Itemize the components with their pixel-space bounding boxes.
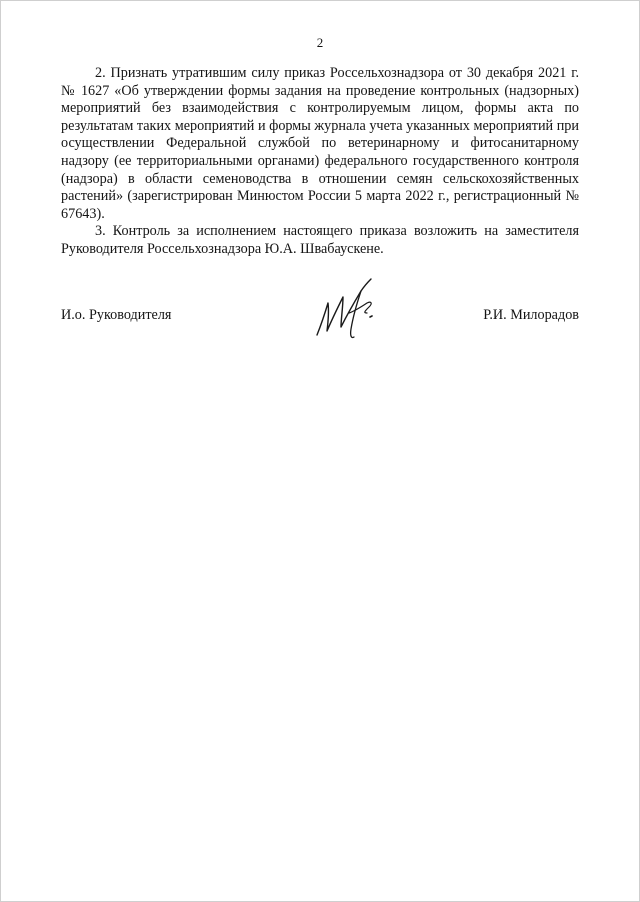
signatory-name: Р.И. Милорадов: [483, 307, 579, 323]
signatory-position: И.о. Руководителя: [61, 307, 172, 323]
paragraph-3: 3. Контроль за исполнением настоящего приказа возложить на заместителя Руководителя Россельхознадзора Ю.А. Швабаускене.: [61, 223, 579, 257]
paragraph-2: 2. Признать утратившим силу приказ Россельхознадзора от 30 декабря 2021 г. № 1627 «Об утверждении формы задания на проведение контрольных (надзорных) мероприятий без взаимодействия с контролируемым лицом, формы акта по результатам таких мероприятий и формы журнала учета указанных мероприятий при осуществлении Федеральной службой по ветеринарному и фитосанитарному надзору (ее территориальными органами) федерального государственного контроля (надзора) в области семеноводства в отношении семян сельскохозяйственных растений» (зарегистрирован Минюстом России 5 марта 2022 г., регистрационный № 67643).: [61, 65, 579, 222]
document-body: [61, 65, 579, 259]
page-number: 2: [316, 35, 324, 50]
handwritten-signature: [311, 273, 377, 345]
